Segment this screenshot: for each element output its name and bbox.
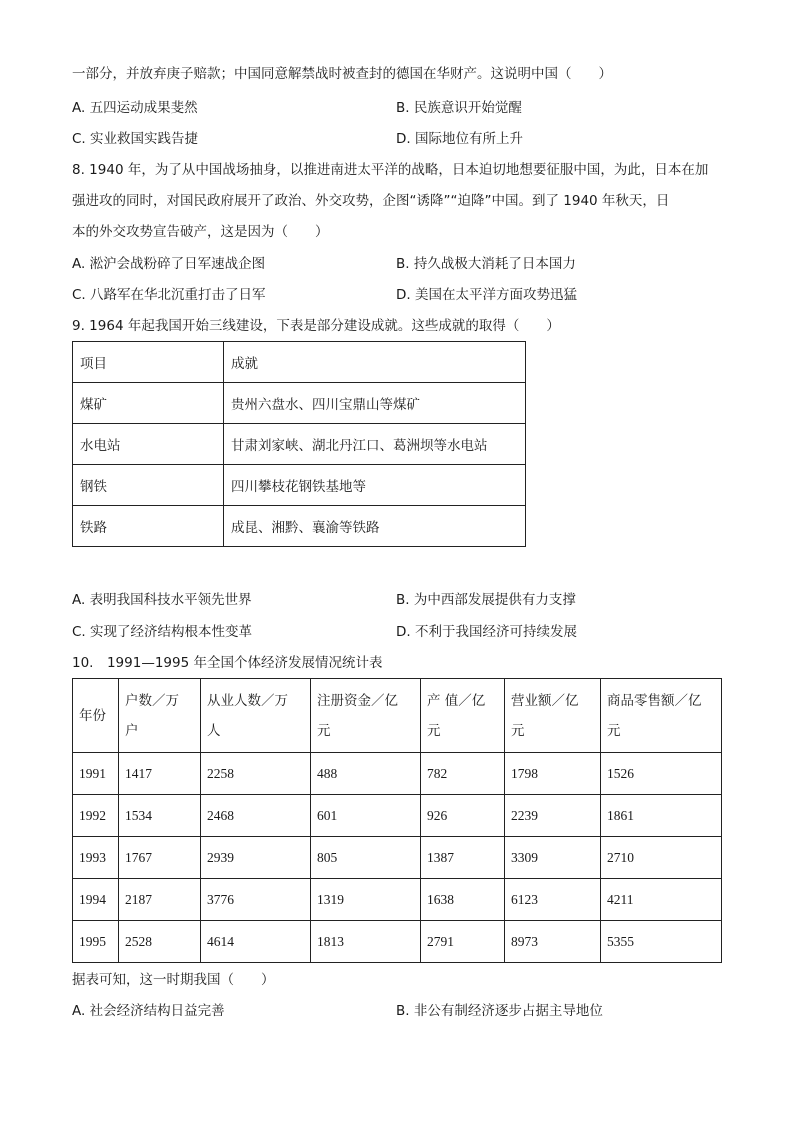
q7-stem-tail: 一部分，并放弃庚子赔款；中国同意解禁战时被查封的德国在华财产。这说明中国（ ） [72, 66, 612, 82]
table-cell: 1319 [311, 879, 421, 921]
table-cell: 2528 [119, 921, 201, 963]
table-row [73, 506, 526, 547]
table-cell: 煤矿 [73, 383, 224, 424]
table-cell: 926 [421, 795, 505, 837]
table-cell: 3309 [505, 837, 601, 879]
table-header-row [73, 679, 722, 753]
header-text-cont: 元 [511, 722, 525, 739]
table-cell: 1526 [601, 753, 722, 795]
header-text: 年份 [79, 707, 106, 724]
table-cell: 2791 [421, 921, 505, 963]
table-cell: 782 [421, 753, 505, 795]
table-cell: 成昆、湘黔、襄渝等铁路 [224, 506, 526, 547]
q7-option-a: A. 五四运动成果斐然 [72, 100, 198, 116]
q8-stem-line-1: 8. 1940 年，为了从中国战场抽身，以推进南进太平洋的战略，日本迫切地想要征服中国，为此，日本在加 [72, 162, 709, 178]
q8-stem-line-3: 本的外交攻势宣告破产，这是因为（ ） [72, 224, 329, 240]
table-cell: 1767 [119, 837, 201, 879]
q9-stem: 9. 1964 年起我国开始三线建设，下表是部分建设成就。这些成就的取得（ ） [72, 318, 560, 334]
header-text: 商品零售额／亿 [607, 692, 702, 709]
table-cell: 2187 [119, 879, 201, 921]
table-cell: 1994 [73, 879, 119, 921]
table-row [73, 383, 526, 424]
table-row [73, 837, 722, 879]
table-header-cell [421, 679, 505, 753]
header-text: 产 值／亿 [427, 692, 486, 709]
table-row [73, 753, 722, 795]
table-cell: 铁路 [73, 506, 224, 547]
header-text-cont: 户 [125, 722, 139, 739]
table-header-cell [311, 679, 421, 753]
q7-option-d: D. 国际地位有所上升 [396, 131, 523, 147]
table-cell: 1534 [119, 795, 201, 837]
table-cell: 2258 [201, 753, 311, 795]
table-cell: 2468 [201, 795, 311, 837]
table-cell: 钢铁 [73, 465, 224, 506]
table-header-cell [505, 679, 601, 753]
table-cell: 甘肃刘家峡、湖北丹江口、葛洲坝等水电站 [224, 424, 526, 465]
table-header-cell: 项目 [73, 342, 224, 383]
table-cell: 2939 [201, 837, 311, 879]
table-cell: 805 [311, 837, 421, 879]
table-cell: 水电站 [73, 424, 224, 465]
q8-option-c: C. 八路军在华北沉重打击了日军 [72, 287, 266, 303]
table-header-row [73, 342, 526, 383]
table-cell: 5355 [601, 921, 722, 963]
table-header-cell [119, 679, 201, 753]
table-cell: 四川攀枝花钢铁基地等 [224, 465, 526, 506]
table-cell: 2710 [601, 837, 722, 879]
table-cell: 1417 [119, 753, 201, 795]
table-cell: 1993 [73, 837, 119, 879]
table-cell: 3776 [201, 879, 311, 921]
table-cell: 4614 [201, 921, 311, 963]
table-cell: 488 [311, 753, 421, 795]
q9-option-c: C. 实现了经济结构根本性变革 [72, 624, 253, 640]
table-cell: 4211 [601, 879, 722, 921]
table-cell: 1798 [505, 753, 601, 795]
header-text-cont: 人 [207, 722, 221, 739]
q8-option-d: D. 美国在太平洋方面攻势迅猛 [396, 287, 577, 303]
table-cell: 2239 [505, 795, 601, 837]
header-text: 营业额／亿 [511, 692, 579, 709]
q8-option-b: B. 持久战极大消耗了日本国力 [396, 256, 576, 272]
table-cell: 601 [311, 795, 421, 837]
header-text-cont: 元 [607, 722, 621, 739]
q10-option-b: B. 非公有制经济逐步占据主导地位 [396, 1003, 603, 1019]
q9-option-a: A. 表明我国科技水平领先世界 [72, 592, 252, 608]
table-row [73, 424, 526, 465]
header-text-cont: 元 [317, 722, 331, 739]
table-cell: 6123 [505, 879, 601, 921]
table-row [73, 921, 722, 963]
table-cell: 8973 [505, 921, 601, 963]
table-row [73, 879, 722, 921]
header-text: 从业人数／万 [207, 692, 288, 709]
q10-option-a: A. 社会经济结构日益完善 [72, 1003, 225, 1019]
header-text: 户数／万 [125, 692, 179, 709]
table-cell: 1995 [73, 921, 119, 963]
table-cell: 1387 [421, 837, 505, 879]
q7-option-b: B. 民族意识开始觉醒 [396, 100, 522, 116]
table-cell: 1638 [421, 879, 505, 921]
q9-option-b: B. 为中西部发展提供有力支撑 [396, 592, 576, 608]
table-header-cell [601, 679, 722, 753]
table-cell: 贵州六盘水、四川宝鼎山等煤矿 [224, 383, 526, 424]
table-cell: 1992 [73, 795, 119, 837]
q9-option-d: D. 不利于我国经济可持续发展 [396, 624, 577, 640]
table-cell: 1991 [73, 753, 119, 795]
q10-table-title: 10. 1991—1995 年全国个体经济发展情况统计表 [72, 655, 383, 671]
table-header-cell [73, 679, 119, 753]
table-row [73, 465, 526, 506]
table-header-cell: 成就 [224, 342, 526, 383]
q10-table [72, 678, 722, 963]
table-cell: 1813 [311, 921, 421, 963]
header-text: 注册资金／亿 [317, 692, 398, 709]
table-header-cell [201, 679, 311, 753]
header-text-cont: 元 [427, 722, 441, 739]
q8-stem-line-2: 强进攻的同时，对国民政府展开了政治、外交攻势，企图“诱降”“迫降”中国。到了 1940 年秋天，日 [72, 193, 670, 209]
q9-table [72, 341, 526, 547]
table-row [73, 795, 722, 837]
q7-option-c: C. 实业救国实践告捷 [72, 131, 199, 147]
q10-after-text: 据表可知，这一时期我国（ ） [72, 972, 275, 988]
q8-option-a: A. 淞沪会战粉碎了日军速战企图 [72, 256, 266, 272]
table-cell: 1861 [601, 795, 722, 837]
